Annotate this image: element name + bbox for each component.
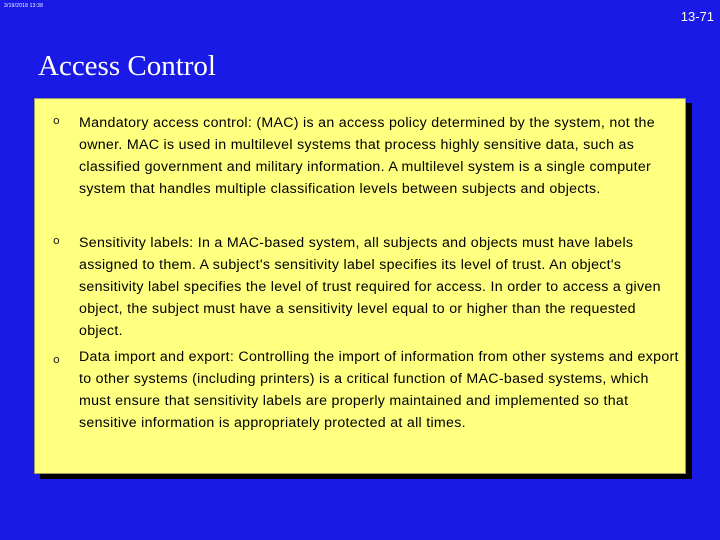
bullet-marker: o <box>53 234 60 247</box>
bullet-text-sensitivity-labels: Sensitivity labels: In a MAC-based system, all subjects and objects must have labels assigned to them. A subject's sensitivity label specifies its level of trust. An object's sensitivity label specifies the level of trust required for access. In order to access a given object, the subject must have a sensitivity level equal to or higher than the requested object. <box>79 235 661 339</box>
slide-number: 13-71 <box>680 9 714 24</box>
bullet-marker: o <box>53 353 60 366</box>
bullet-text-mac: Mandatory access control: (MAC) is an access policy determined by the system, not the owner. MAC is used in multilevel systems that process highly sensitive data, such as classified government and military information. A multilevel system is a single computer system that handles multiple classification levels between subjects and objects. <box>79 115 655 197</box>
bullet-marker: o <box>53 114 60 127</box>
content-box <box>34 98 686 474</box>
timestamp: 3/19/2018 13:38 <box>4 3 44 9</box>
slide-title: Access Control <box>38 50 216 82</box>
bullet-text-data-import-export: Data import and export: Controlling the import of information from other systems and export to other systems (including printers) is a critical function of MAC-based systems, which must ensure that sensitivity labels are properly maintained and implemented so that sensitive information is appropriately protected at all times. <box>79 349 679 431</box>
